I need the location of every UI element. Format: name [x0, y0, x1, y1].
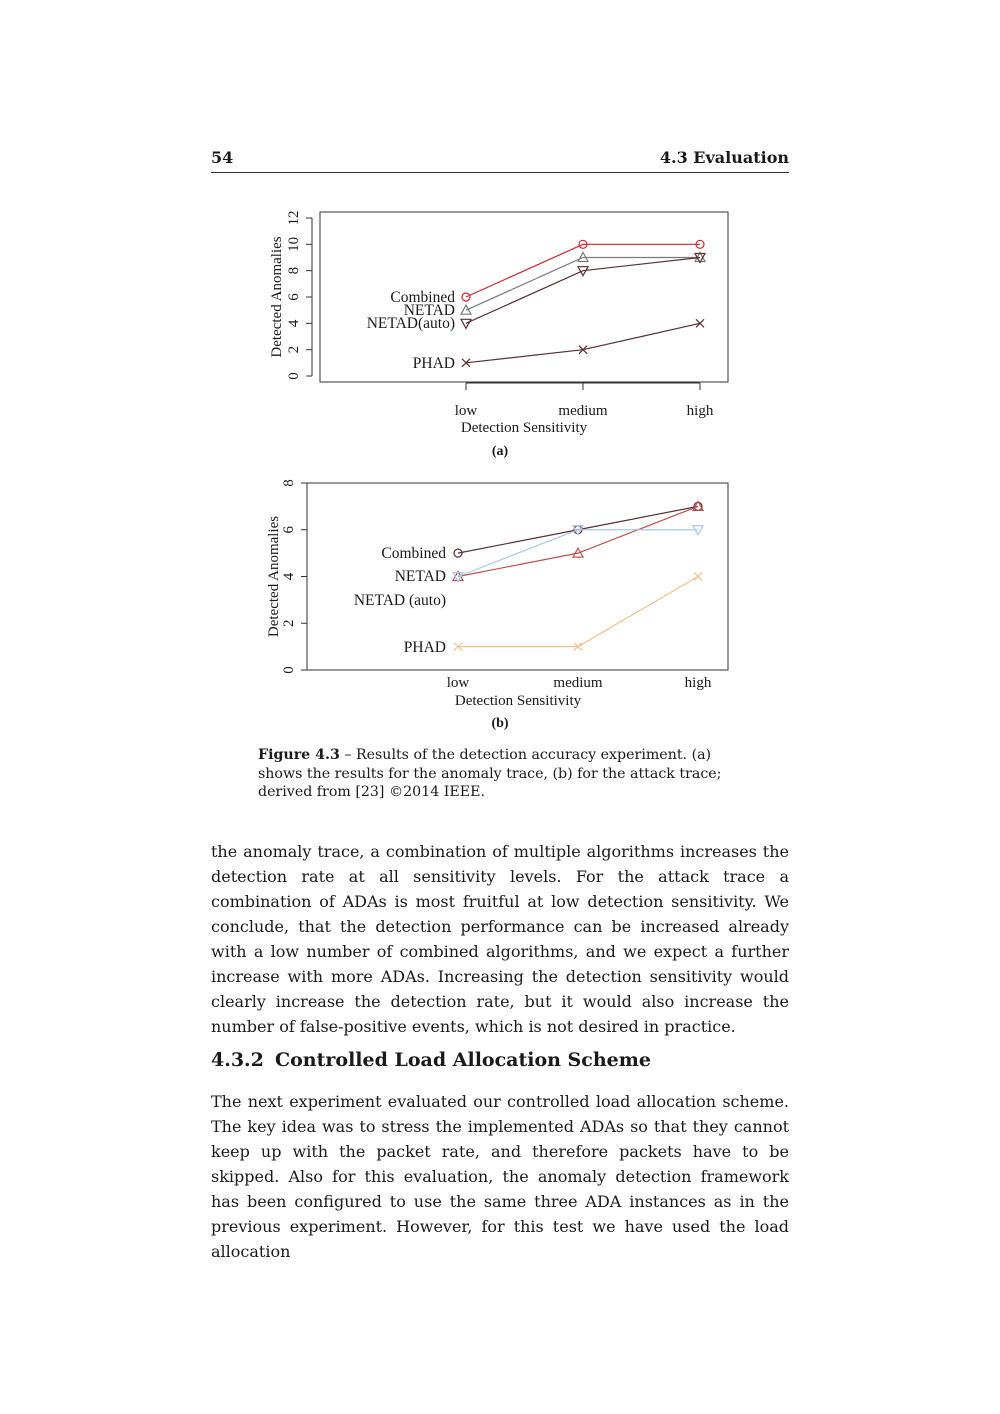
chart-a-x-tick-label: high	[686, 403, 714, 419]
chart-b-series-line	[458, 577, 698, 647]
chart-a-series-label: Combined	[390, 289, 455, 306]
paragraph-2: The next experiment evaluated our controlled load allocation scheme. The key idea was to stress the implemented ADAs so that they cannot keep up with the packet rate, and therefore packets have to be skipped. Also for this evaluation, the anomaly detection framework has been configured to use the same three ADA instances as in the previous experiment. However, for this test we have used the load allocation	[211, 1092, 789, 1261]
chart-a-y-tick-label: 8	[286, 266, 302, 275]
subsection-number: 4.3.2	[211, 1049, 264, 1071]
chart-b-series-line	[458, 506, 698, 576]
chart-a-x-tick-label: medium	[558, 403, 608, 419]
chart-a-y-tick-label: 4	[286, 319, 302, 328]
subsection-title: Controlled Load Allocation Scheme	[275, 1049, 651, 1071]
figure-caption	[258, 746, 746, 802]
figure-caption-text: – Results of the detection accuracy experiment. (a) shows the results for the anomaly trace, (b) for the attack trace; derived from [23] ©2014 IEEE.	[258, 747, 722, 800]
chart-a-series-label: PHAD	[412, 355, 455, 372]
chart-a-y-tick-label: 0	[286, 372, 302, 380]
running-section-title: 4.3 Evaluation	[659, 148, 789, 167]
chart-a-y-tick-label: 10	[286, 236, 302, 252]
chart-b-series-label: PHAD	[403, 639, 446, 656]
chart-b-series-label: NETAD	[394, 568, 446, 585]
chart-b-x-tick-label: high	[684, 675, 712, 691]
chart-b-y-tick-label: 0	[281, 666, 297, 674]
chart-a-x-tick-label: low	[454, 403, 478, 419]
chart-a-y-tick-label: 6	[286, 293, 302, 301]
page-number: 54	[211, 148, 234, 167]
chart-a-y-axis-label: Detected Anomalies	[269, 236, 285, 358]
chart-b-x-tick-label: medium	[553, 675, 603, 691]
chart-a-series-label: NETAD	[403, 302, 455, 319]
chart-b-y-tick-label: 4	[281, 572, 297, 581]
chart-b-x-axis-label: Detection Sensitivity	[454, 693, 582, 709]
chart-b-series-label: NETAD (auto)	[353, 592, 446, 609]
chart-b-series-label: Combined	[381, 545, 446, 562]
chart-b-panel-label: (b)	[491, 716, 509, 731]
chart-a-panel-label: (a)	[491, 444, 509, 459]
chart-b-plot-frame	[307, 483, 728, 670]
chart-a-x-axis-label: Detection Sensitivity	[460, 420, 588, 436]
chart-a-y-tick-label: 2	[286, 345, 302, 354]
chart-b-y-axis-label: Detected Anomalies	[266, 515, 282, 638]
figure-label: Figure 4.3	[258, 747, 340, 763]
chart-b-data-point	[694, 573, 702, 581]
chart-b-y-tick-label: 8	[281, 479, 297, 487]
paragraph-1: the anomaly trace, a combination of multiple algorithms increases the detection rate at all sensitivity levels. For the attack trace a combination of ADAs is most fruitful at low detection sensitivity. We conclude, that the detection performance can be increased already with a low number of combined algorithms, and we expect a further increase with more ADAs. Increasing the detection sensitivity would clearly increase the detection rate, but it would also increase the number of false-positive events, which is not desired in practice.	[211, 842, 789, 1036]
chart-b-y-tick-label: 6	[281, 526, 297, 534]
subsection-heading	[211, 1049, 651, 1071]
chart-b-x-tick-label: low	[446, 675, 470, 691]
chart-a-series-label: NETAD(auto)	[366, 315, 455, 332]
chart-b-y-tick-label: 2	[281, 619, 297, 627]
chart-a-y-tick-label: 12	[286, 210, 302, 226]
